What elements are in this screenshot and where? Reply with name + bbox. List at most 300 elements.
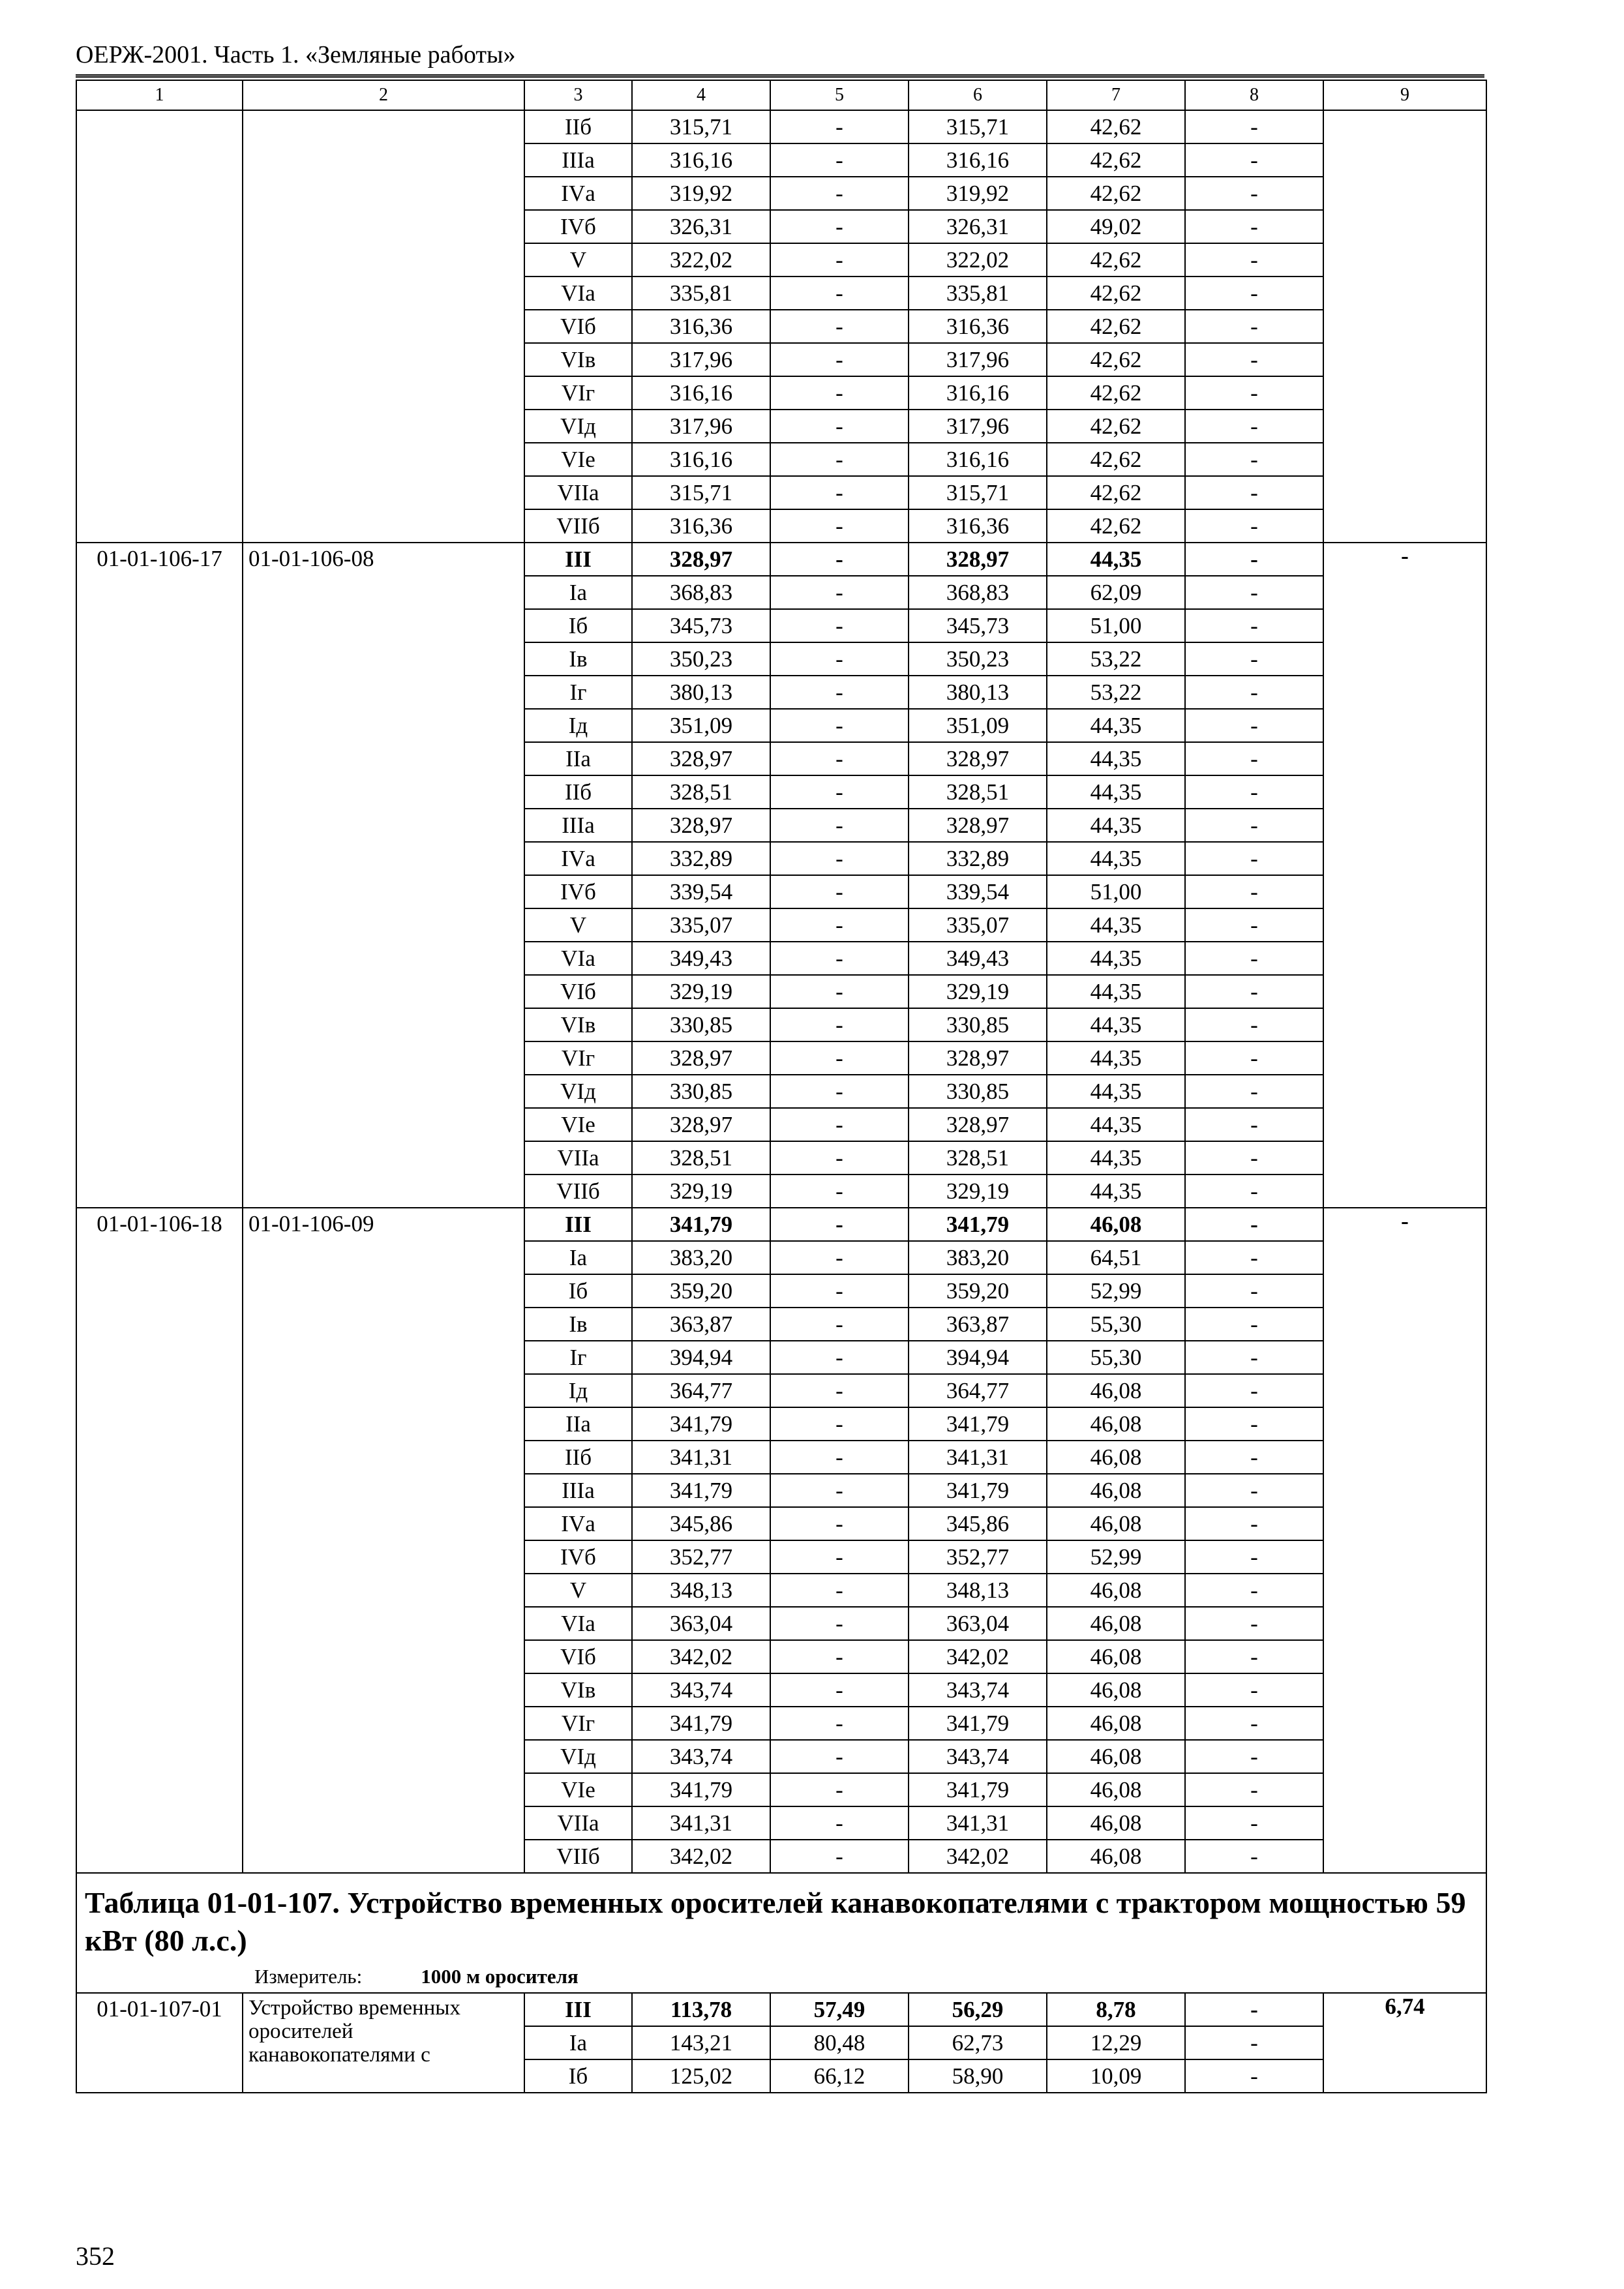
wages-cell: - xyxy=(770,875,909,908)
wages-cell: 66,12 xyxy=(770,2059,909,2093)
total-cost-cell: 316,16 xyxy=(632,443,770,476)
total-cost-cell: 342,02 xyxy=(632,1840,770,1873)
table-title-cell xyxy=(76,1873,1486,1993)
machines-cell: 343,74 xyxy=(909,1740,1047,1773)
materials-cell: - xyxy=(1185,1707,1323,1740)
operator-wages-cell: 42,62 xyxy=(1047,110,1185,143)
total-cost-cell: 363,04 xyxy=(632,1607,770,1640)
wages-cell: - xyxy=(770,543,909,576)
total-cost-cell: 341,31 xyxy=(632,1441,770,1474)
wages-cell: - xyxy=(770,110,909,143)
page-number: 352 xyxy=(76,2241,115,2271)
operator-wages-cell: 51,00 xyxy=(1047,875,1185,908)
operator-wages-cell: 44,35 xyxy=(1047,1008,1185,1041)
machines-cell: 363,04 xyxy=(909,1607,1047,1640)
wages-cell: - xyxy=(770,1274,909,1308)
rate-code-cell: 01-01-106-17 xyxy=(76,543,243,1208)
total-cost-cell: 341,79 xyxy=(632,1773,770,1806)
machines-cell: 330,85 xyxy=(909,1008,1047,1041)
machines-cell: 329,19 xyxy=(909,1174,1047,1208)
wages-cell: 80,48 xyxy=(770,2026,909,2059)
wages-cell: - xyxy=(770,143,909,177)
operator-wages-cell: 42,62 xyxy=(1047,277,1185,310)
operator-wages-cell: 42,62 xyxy=(1047,177,1185,210)
machines-cell: 341,79 xyxy=(909,1707,1047,1740)
operator-wages-cell: 46,08 xyxy=(1047,1607,1185,1640)
materials-cell: - xyxy=(1185,1673,1323,1707)
total-cost-cell: 322,02 xyxy=(632,243,770,277)
total-cost-cell: 316,36 xyxy=(632,509,770,543)
machines-cell: 328,97 xyxy=(909,543,1047,576)
wages-cell: - xyxy=(770,1740,909,1773)
total-cost-cell: 328,97 xyxy=(632,543,770,576)
table-row xyxy=(76,543,1486,576)
operator-wages-cell: 46,08 xyxy=(1047,1474,1185,1507)
page-header: ОЕРЖ-2001. Часть 1. «Земляные работы» xyxy=(76,40,1484,78)
machines-cell: 328,51 xyxy=(909,775,1047,809)
wages-cell: - xyxy=(770,1208,909,1241)
machines-cell: 335,07 xyxy=(909,908,1047,942)
category-cell: IVб xyxy=(524,210,632,243)
operator-wages-cell: 52,99 xyxy=(1047,1274,1185,1308)
machines-cell: 316,36 xyxy=(909,509,1047,543)
category-cell: VIд xyxy=(524,1740,632,1773)
wages-cell: - xyxy=(770,809,909,842)
operator-wages-cell: 44,35 xyxy=(1047,742,1185,775)
total-cost-cell: 317,96 xyxy=(632,343,770,376)
category-cell: VIа xyxy=(524,1607,632,1640)
measure-unit-value: 1000 м оросителя xyxy=(421,1965,579,1988)
total-cost-cell: 113,78 xyxy=(632,1993,770,2026)
wages-cell: - xyxy=(770,775,909,809)
category-cell: IIIа xyxy=(524,809,632,842)
wages-cell: - xyxy=(770,1008,909,1041)
operator-wages-cell: 46,08 xyxy=(1047,1441,1185,1474)
materials-cell: - xyxy=(1185,1274,1323,1308)
rate-reference-cell: 01-01-106-08 xyxy=(243,543,524,1208)
total-cost-cell: 316,16 xyxy=(632,143,770,177)
wages-cell: - xyxy=(770,1108,909,1141)
total-cost-cell: 349,43 xyxy=(632,942,770,975)
category-cell: VIд xyxy=(524,410,632,443)
operator-wages-cell: 42,62 xyxy=(1047,143,1185,177)
total-cost-cell: 143,21 xyxy=(632,2026,770,2059)
operator-wages-cell: 46,08 xyxy=(1047,1507,1185,1540)
column-number-cell: 7 xyxy=(1047,80,1185,110)
category-cell: V xyxy=(524,243,632,277)
wages-cell: - xyxy=(770,476,909,509)
total-cost-cell: 363,87 xyxy=(632,1308,770,1341)
category-cell: Iб xyxy=(524,1274,632,1308)
materials-cell: - xyxy=(1185,709,1323,742)
category-cell: VIв xyxy=(524,1673,632,1707)
wages-cell: - xyxy=(770,576,909,609)
operator-wages-cell: 55,30 xyxy=(1047,1308,1185,1341)
total-cost-cell: 345,86 xyxy=(632,1507,770,1540)
operator-wages-cell: 46,08 xyxy=(1047,1840,1185,1873)
materials-cell: - xyxy=(1185,908,1323,942)
machines-cell: 349,43 xyxy=(909,942,1047,975)
column-number-cell: 6 xyxy=(909,80,1047,110)
category-cell: VIIа xyxy=(524,1141,632,1174)
machines-cell: 341,31 xyxy=(909,1441,1047,1474)
total-cost-cell: 359,20 xyxy=(632,1274,770,1308)
operator-wages-cell: 46,08 xyxy=(1047,1640,1185,1673)
materials-cell: - xyxy=(1185,1574,1323,1607)
wages-cell: - xyxy=(770,742,909,775)
machines-cell: 317,96 xyxy=(909,410,1047,443)
total-cost-cell: 329,19 xyxy=(632,975,770,1008)
category-cell: IIб xyxy=(524,110,632,143)
category-cell: VIIб xyxy=(524,1840,632,1873)
operator-wages-cell: 64,51 xyxy=(1047,1241,1185,1274)
operator-wages-cell: 52,99 xyxy=(1047,1540,1185,1574)
category-cell: IIб xyxy=(524,775,632,809)
wages-cell: - xyxy=(770,1806,909,1840)
total-cost-cell: 380,13 xyxy=(632,676,770,709)
machines-cell: 341,31 xyxy=(909,1806,1047,1840)
operator-wages-cell: 46,08 xyxy=(1047,1374,1185,1407)
operator-wages-cell: 44,35 xyxy=(1047,1108,1185,1141)
total-cost-cell: 328,97 xyxy=(632,1041,770,1075)
measure-unit xyxy=(85,1964,1478,1990)
column-number-cell: 1 xyxy=(76,80,243,110)
operator-wages-cell: 51,00 xyxy=(1047,609,1185,642)
total-cost-cell: 350,23 xyxy=(632,642,770,676)
wages-cell: - xyxy=(770,1241,909,1274)
category-cell: IVб xyxy=(524,875,632,908)
machines-cell: 345,73 xyxy=(909,609,1047,642)
category-cell: VIа xyxy=(524,942,632,975)
materials-cell: - xyxy=(1185,1607,1323,1640)
category-cell: VIе xyxy=(524,443,632,476)
machines-cell: 342,02 xyxy=(909,1640,1047,1673)
machines-cell: 328,97 xyxy=(909,809,1047,842)
machines-cell: 341,79 xyxy=(909,1407,1047,1441)
machines-cell: 341,79 xyxy=(909,1474,1047,1507)
total-cost-cell: 383,20 xyxy=(632,1241,770,1274)
category-cell: III xyxy=(524,1208,632,1241)
materials-cell: - xyxy=(1185,243,1323,277)
materials-cell: - xyxy=(1185,1507,1323,1540)
total-cost-cell: 345,73 xyxy=(632,609,770,642)
materials-cell: - xyxy=(1185,609,1323,642)
wages-cell: - xyxy=(770,1041,909,1075)
total-cost-cell: 328,97 xyxy=(632,809,770,842)
total-cost-cell: 341,31 xyxy=(632,1806,770,1840)
category-cell: VIб xyxy=(524,975,632,1008)
machines-cell: 345,86 xyxy=(909,1507,1047,1540)
operator-wages-cell: 12,29 xyxy=(1047,2026,1185,2059)
total-cost-cell: 348,13 xyxy=(632,1574,770,1607)
operator-wages-cell: 44,35 xyxy=(1047,709,1185,742)
column-number-cell: 5 xyxy=(770,80,909,110)
total-cost-cell: 328,97 xyxy=(632,742,770,775)
operator-wages-cell: 46,08 xyxy=(1047,1740,1185,1773)
equipment-cost-cell: - xyxy=(1323,543,1486,1208)
category-cell: V xyxy=(524,908,632,942)
operator-wages-cell: 46,08 xyxy=(1047,1407,1185,1441)
table-title: Таблица 01-01-107. Устройство временных оросителей канавокопателями с трактором мощностью 59 кВт (80 л.с.) xyxy=(85,1886,1466,1957)
wages-cell: - xyxy=(770,310,909,343)
materials-cell: - xyxy=(1185,1075,1323,1108)
category-cell: IIIа xyxy=(524,143,632,177)
materials-cell: - xyxy=(1185,1208,1323,1241)
total-cost-cell: 315,71 xyxy=(632,110,770,143)
wages-cell: - xyxy=(770,177,909,210)
materials-cell: - xyxy=(1185,1141,1323,1174)
operator-wages-cell: 44,35 xyxy=(1047,543,1185,576)
total-cost-cell: 343,74 xyxy=(632,1740,770,1773)
machines-cell: 328,97 xyxy=(909,742,1047,775)
category-cell: VIг xyxy=(524,1041,632,1075)
materials-cell: - xyxy=(1185,2026,1323,2059)
materials-cell: - xyxy=(1185,1441,1323,1474)
materials-cell: - xyxy=(1185,110,1323,143)
column-number-cell: 9 xyxy=(1323,80,1486,110)
operator-wages-cell: 46,08 xyxy=(1047,1574,1185,1607)
category-cell: Iа xyxy=(524,2026,632,2059)
materials-cell: - xyxy=(1185,1041,1323,1075)
materials-cell: - xyxy=(1185,576,1323,609)
column-number-cell: 4 xyxy=(632,80,770,110)
machines-cell: 316,16 xyxy=(909,376,1047,410)
materials-cell: - xyxy=(1185,642,1323,676)
operator-wages-cell: 46,08 xyxy=(1047,1773,1185,1806)
column-number-row xyxy=(76,80,1486,110)
category-cell: III xyxy=(524,1993,632,2026)
operator-wages-cell: 46,08 xyxy=(1047,1208,1185,1241)
total-cost-cell: 341,79 xyxy=(632,1208,770,1241)
table-row xyxy=(76,1208,1486,1241)
wages-cell: - xyxy=(770,1607,909,1640)
total-cost-cell: 343,74 xyxy=(632,1673,770,1707)
wages-cell: - xyxy=(770,709,909,742)
operator-wages-cell: 42,62 xyxy=(1047,343,1185,376)
wages-cell: - xyxy=(770,1141,909,1174)
materials-cell: - xyxy=(1185,143,1323,177)
materials-cell: - xyxy=(1185,410,1323,443)
wages-cell: - xyxy=(770,1673,909,1707)
category-cell: VIIб xyxy=(524,1174,632,1208)
operator-wages-cell: 10,09 xyxy=(1047,2059,1185,2093)
wages-cell: - xyxy=(770,1441,909,1474)
total-cost-cell: 364,77 xyxy=(632,1374,770,1407)
equipment-cost-cell: 6,74 xyxy=(1323,1993,1486,2093)
total-cost-cell: 341,79 xyxy=(632,1707,770,1740)
column-number-cell: 2 xyxy=(243,80,524,110)
total-cost-cell: 341,79 xyxy=(632,1474,770,1507)
category-cell: VIIа xyxy=(524,1806,632,1840)
wages-cell: - xyxy=(770,410,909,443)
machines-cell: 319,92 xyxy=(909,177,1047,210)
category-cell: VIб xyxy=(524,310,632,343)
wages-cell: - xyxy=(770,676,909,709)
materials-cell: - xyxy=(1185,1773,1323,1806)
wages-cell: - xyxy=(770,1640,909,1673)
wages-cell: - xyxy=(770,1474,909,1507)
rate-reference-cell: 01-01-106-09 xyxy=(243,1208,524,1873)
equipment-cost-cell xyxy=(1323,110,1486,543)
materials-cell: - xyxy=(1185,775,1323,809)
machines-cell: 383,20 xyxy=(909,1241,1047,1274)
materials-cell: - xyxy=(1185,942,1323,975)
category-cell: IVа xyxy=(524,177,632,210)
machines-cell: 335,81 xyxy=(909,277,1047,310)
machines-cell: 316,16 xyxy=(909,443,1047,476)
wages-cell: - xyxy=(770,376,909,410)
machines-cell: 363,87 xyxy=(909,1308,1047,1341)
total-cost-cell: 329,19 xyxy=(632,1174,770,1208)
machines-cell: 380,13 xyxy=(909,676,1047,709)
wages-cell: - xyxy=(770,1174,909,1208)
operator-wages-cell: 44,35 xyxy=(1047,842,1185,875)
rate-code-cell: 01-01-106-18 xyxy=(76,1208,243,1873)
category-cell: VIIа xyxy=(524,476,632,509)
materials-cell: - xyxy=(1185,842,1323,875)
wages-cell: - xyxy=(770,1707,909,1740)
operator-wages-cell: 44,35 xyxy=(1047,975,1185,1008)
category-cell: IVа xyxy=(524,842,632,875)
machines-cell: 359,20 xyxy=(909,1274,1047,1308)
operator-wages-cell: 49,02 xyxy=(1047,210,1185,243)
wages-cell: - xyxy=(770,609,909,642)
materials-cell: - xyxy=(1185,1374,1323,1407)
materials-cell: - xyxy=(1185,742,1323,775)
total-cost-cell: 341,79 xyxy=(632,1407,770,1441)
category-cell: V xyxy=(524,1574,632,1607)
machines-cell: 329,19 xyxy=(909,975,1047,1008)
wages-cell: - xyxy=(770,243,909,277)
total-cost-cell: 125,02 xyxy=(632,2059,770,2093)
machines-cell: 326,31 xyxy=(909,210,1047,243)
materials-cell: - xyxy=(1185,676,1323,709)
machines-cell: 341,79 xyxy=(909,1773,1047,1806)
category-cell: III xyxy=(524,543,632,576)
materials-cell: - xyxy=(1185,1174,1323,1208)
materials-cell: - xyxy=(1185,277,1323,310)
operator-wages-cell: 44,35 xyxy=(1047,809,1185,842)
materials-cell: - xyxy=(1185,476,1323,509)
total-cost-cell: 394,94 xyxy=(632,1341,770,1374)
machines-cell: 62,73 xyxy=(909,2026,1047,2059)
total-cost-cell: 317,96 xyxy=(632,410,770,443)
category-cell: VIг xyxy=(524,376,632,410)
operator-wages-cell: 44,35 xyxy=(1047,1075,1185,1108)
wages-cell: - xyxy=(770,908,909,942)
wages-cell: - xyxy=(770,1308,909,1341)
wages-cell: - xyxy=(770,1773,909,1806)
wages-cell: - xyxy=(770,1574,909,1607)
total-cost-cell: 328,97 xyxy=(632,1108,770,1141)
materials-cell: - xyxy=(1185,543,1323,576)
operator-wages-cell: 46,08 xyxy=(1047,1673,1185,1707)
wages-cell: - xyxy=(770,1507,909,1540)
machines-cell: 330,85 xyxy=(909,1075,1047,1108)
materials-cell: - xyxy=(1185,1993,1323,2026)
total-cost-cell: 315,71 xyxy=(632,476,770,509)
machines-cell: 364,77 xyxy=(909,1374,1047,1407)
category-cell: Iд xyxy=(524,709,632,742)
materials-cell: - xyxy=(1185,1740,1323,1773)
rate-code-cell: 01-01-107-01 xyxy=(76,1993,243,2093)
materials-cell: - xyxy=(1185,1008,1323,1041)
operator-wages-cell: 44,35 xyxy=(1047,1141,1185,1174)
total-cost-cell: 326,31 xyxy=(632,210,770,243)
materials-cell: - xyxy=(1185,1407,1323,1441)
operator-wages-cell: 42,62 xyxy=(1047,443,1185,476)
wages-cell: - xyxy=(770,509,909,543)
machines-cell: 317,96 xyxy=(909,343,1047,376)
category-cell: IIа xyxy=(524,1407,632,1441)
machines-cell: 58,90 xyxy=(909,2059,1047,2093)
rate-reference-cell xyxy=(243,110,524,543)
category-cell: Iв xyxy=(524,1308,632,1341)
machines-cell: 316,36 xyxy=(909,310,1047,343)
wages-cell: - xyxy=(770,277,909,310)
materials-cell: - xyxy=(1185,875,1323,908)
machines-cell: 339,54 xyxy=(909,875,1047,908)
operator-wages-cell: 42,62 xyxy=(1047,410,1185,443)
machines-cell: 328,51 xyxy=(909,1141,1047,1174)
materials-cell: - xyxy=(1185,310,1323,343)
wages-cell: - xyxy=(770,1407,909,1441)
materials-cell: - xyxy=(1185,2059,1323,2093)
machines-cell: 368,83 xyxy=(909,576,1047,609)
wages-cell: - xyxy=(770,1341,909,1374)
total-cost-cell: 339,54 xyxy=(632,875,770,908)
operator-wages-cell: 42,62 xyxy=(1047,376,1185,410)
materials-cell: - xyxy=(1185,975,1323,1008)
category-cell: Iг xyxy=(524,676,632,709)
operator-wages-cell: 55,30 xyxy=(1047,1341,1185,1374)
wages-cell: - xyxy=(770,842,909,875)
category-cell: IIIа xyxy=(524,1474,632,1507)
total-cost-cell: 316,16 xyxy=(632,376,770,410)
operator-wages-cell: 44,35 xyxy=(1047,908,1185,942)
category-cell: VIб xyxy=(524,1640,632,1673)
materials-cell: - xyxy=(1185,1341,1323,1374)
column-number-cell: 8 xyxy=(1185,80,1323,110)
materials-cell: - xyxy=(1185,809,1323,842)
total-cost-cell: 351,09 xyxy=(632,709,770,742)
machines-cell: 394,94 xyxy=(909,1341,1047,1374)
total-cost-cell: 335,07 xyxy=(632,908,770,942)
table-row xyxy=(76,110,1486,143)
machines-cell: 315,71 xyxy=(909,110,1047,143)
machines-cell: 332,89 xyxy=(909,842,1047,875)
materials-cell: - xyxy=(1185,1308,1323,1341)
machines-cell: 328,97 xyxy=(909,1108,1047,1141)
table-row xyxy=(76,1993,1486,2026)
measure-unit-label: Измеритель: xyxy=(254,1965,363,1988)
category-cell: VIа xyxy=(524,277,632,310)
wages-cell: - xyxy=(770,975,909,1008)
materials-cell: - xyxy=(1185,443,1323,476)
category-cell: VIв xyxy=(524,1008,632,1041)
category-cell: VIе xyxy=(524,1773,632,1806)
category-cell: IVб xyxy=(524,1540,632,1574)
machines-cell: 352,77 xyxy=(909,1540,1047,1574)
wages-cell: - xyxy=(770,642,909,676)
machines-cell: 348,13 xyxy=(909,1574,1047,1607)
rates-table-container xyxy=(76,80,1484,2093)
total-cost-cell: 330,85 xyxy=(632,1075,770,1108)
operator-wages-cell: 44,35 xyxy=(1047,775,1185,809)
wages-cell: - xyxy=(770,1374,909,1407)
materials-cell: - xyxy=(1185,1241,1323,1274)
category-cell: VIIб xyxy=(524,509,632,543)
